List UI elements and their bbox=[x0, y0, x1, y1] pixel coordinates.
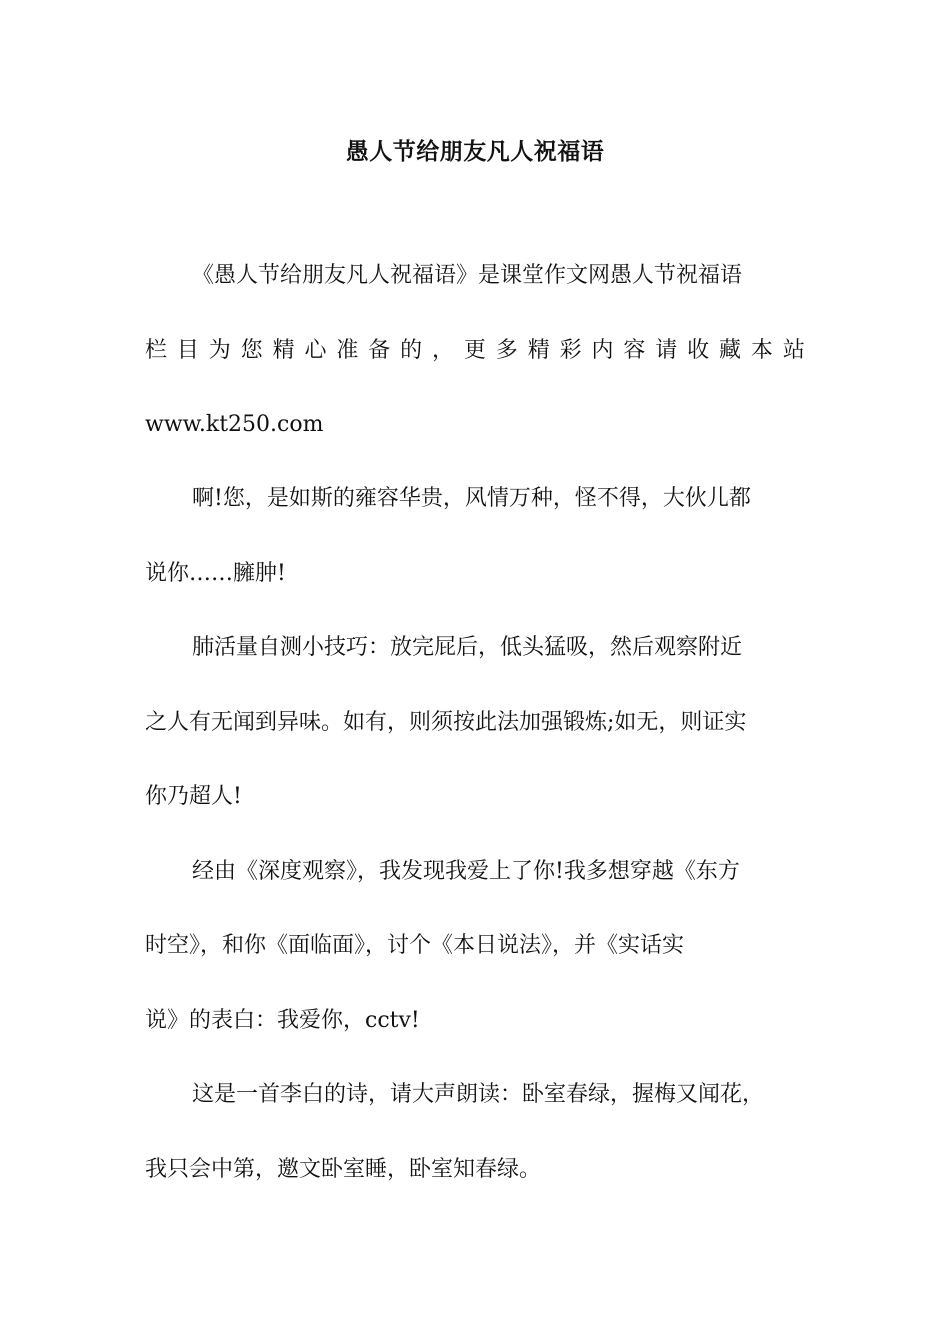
justified-char: 目 bbox=[176, 338, 199, 363]
justified-char: 为 bbox=[208, 338, 231, 363]
justified-char: 收 bbox=[687, 338, 710, 363]
justified-char: 栏 bbox=[145, 338, 168, 363]
justified-char: 多 bbox=[495, 338, 518, 363]
justified-char: 内 bbox=[591, 338, 614, 363]
justified-char: ， bbox=[432, 338, 455, 363]
justified-char: 准 bbox=[336, 338, 359, 363]
paragraph-3-line-2: 之人有无闻到异味。如有，则须按此法加强锻炼;如无，则证实 bbox=[145, 710, 747, 735]
paragraph-2-line-1: 啊!您，是如斯的雍容华贵，风情万种，怪不得，大伙儿都 bbox=[192, 486, 751, 511]
justified-char: 的 bbox=[400, 338, 423, 363]
justified-char: 容 bbox=[623, 338, 646, 363]
paragraph-4-line-2: 时空》，和你《面临面》，讨个《本日说法》，并《实话实 bbox=[145, 933, 685, 958]
paragraph-5-line-1: 这是一首李白的诗，请大声朗读：卧室春绿，握梅又闻花， bbox=[192, 1082, 765, 1107]
paragraph-4-line-1: 经由《深度观察》，我发现我爱上了你!我多想穿越《东方 bbox=[192, 859, 740, 884]
paragraph-1-line-1: 《愚人节给朋友凡人祝福语》是课堂作文网愚人节祝福语 bbox=[192, 263, 743, 288]
paragraph-1-line-3: www.kt250.com bbox=[145, 412, 324, 437]
paragraph-2-line-2: 说你……臃肿! bbox=[145, 561, 286, 586]
justified-char: 站 bbox=[782, 338, 805, 363]
justified-char: 心 bbox=[304, 338, 327, 363]
justified-char: 本 bbox=[750, 338, 773, 363]
paragraph-5-line-2: 我只会中第，邀文卧室睡，卧室知春绿。 bbox=[145, 1157, 542, 1182]
paragraph-4-line-3: 说》的表白：我爱你，cctv! bbox=[145, 1008, 420, 1033]
justified-char: 备 bbox=[368, 338, 391, 363]
justified-char: 藏 bbox=[719, 338, 742, 363]
paragraph-3-line-1: 肺活量自测小技巧：放完屁后，低头猛吸，然后观察附近 bbox=[192, 635, 743, 660]
document-title: 愚人节给朋友凡人祝福语 bbox=[345, 138, 605, 165]
justified-char: 精 bbox=[272, 338, 295, 363]
paragraph-1-line-2 bbox=[145, 333, 805, 369]
justified-char: 请 bbox=[655, 338, 678, 363]
justified-char: 更 bbox=[463, 338, 486, 363]
justified-char: 您 bbox=[240, 338, 263, 363]
justified-char: 精 bbox=[527, 338, 550, 363]
justified-char: 彩 bbox=[559, 338, 582, 363]
paragraph-3-line-3: 你乃超人! bbox=[145, 784, 242, 809]
